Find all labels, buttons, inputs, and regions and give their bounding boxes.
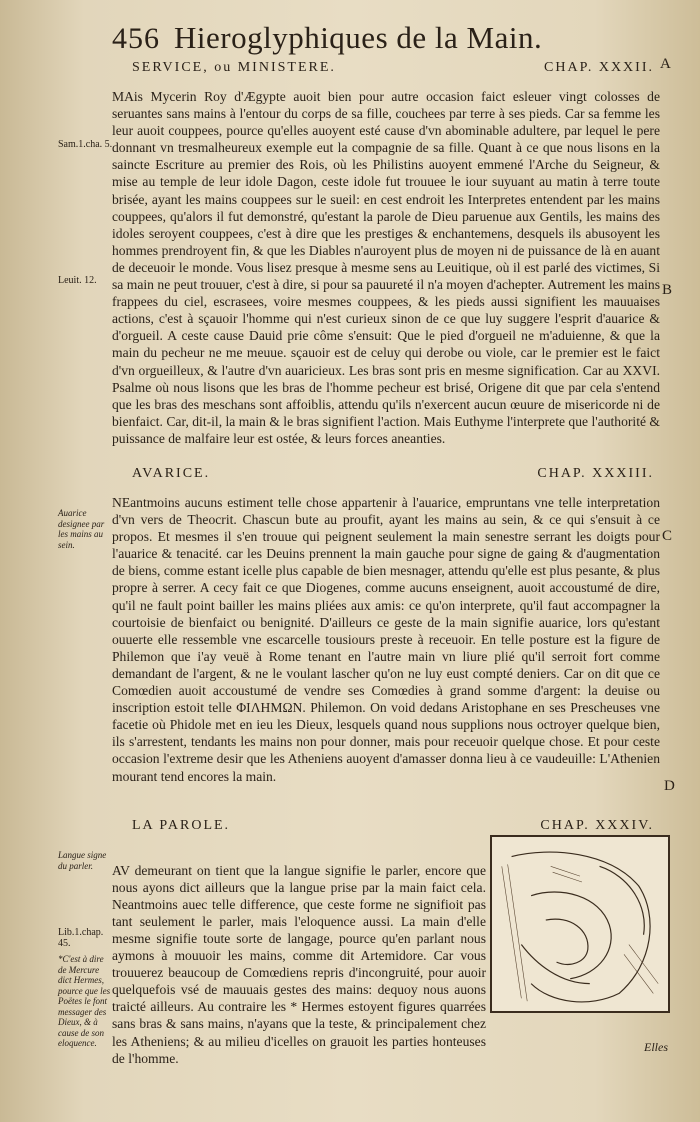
section-paragraph: NEantmoins aucuns estiment telle chose appartenir à l'auarice, empruntans vne telle interpretation d'vn vers de Theocrit. Chascun bute au proufit, ayant les mains au sein, & ce qui s'ensuit à ce propos. Et mesmes il s'en trouue qui peignent seulement la main senestre serrant les doigts pour l'auarice & tenacité. car les Deuins prennent la main gauche pour signe de gaing & d'augmentation de biens, comme estant icelle plus capable de bien mesnager, attendu qu'elle est plus pesante, & plus propre à serrer. A cecy fait ce que Diogenes, comme aucuns enseignent, auoit accoustumé de dire, qu'il ne fault point bailler les mains pliées aux amis: ce qu'on interprete, qu'il faut accompagner la courtoisie de bienfaict ou benignité. D'ailleurs ce geste de la main signifie auarice, lors qu'estant ouuerte elle ressemble vne escarcelle tousiours preste à receuoir. En telle posture est la figure de Philemon que i'ay veuë à Rome tenant en l'autre main vn liure plié qu'il serroit fort comme demandant de l'argent, & ne le voulant lascher qu'on ne luy eust compté deniers. Car on dit que ce Comœdien auoit accoustumé de vendre ses Comœdies à grand somme d'argent: la deuise ou inscription estoit telle ΦΙΛΗΜΩΝ. Philemon. On void dedans Aristophane en ses Prescheuses vne facetie où Phidole met en ieu les Dieux, lesquels quand nous supplions nous octroyer quelque bien, ils s'arrestent, tendants les mains non pour donner, mais pour receuoir quelque chose. Et pour ceste occasion l'extreme desir que les Atheniens auoyent d'amasser donna lieu à ce vaudeuille: L'Athenien mourant tend encores la main. [112,495,660,784]
catchword: Elles [644,1040,668,1054]
section-heading-avarice [112,466,672,488]
section-title: LA PAROLE. [132,818,231,833]
section-body-avarice [112,494,660,814]
margin-note-auarice: Auarice designee par les mains au sein. [58,508,105,550]
margin-letter-d: D [664,778,675,794]
section-title: AVARICE. [132,466,211,481]
margin-note-langue: Langue signe du parler. [58,850,107,871]
section-title: SERVICE, ou MINISTERE. [132,60,336,75]
woodcut-illustration [490,835,670,1013]
section-paragraph: AV demeurant on tient que la langue signifie le parler, encore que nous ayons dict ailleurs que la langue prise par la main faict cela. Neantmoins auec telle difference, que ceste forme ne signifioit pas tant seulement le parler, mais l'eloquence aussi. La main d'elle mesme signifie toute sorte de langage, pource qu'en parlant nous aymons à mouuoir les mains, comme dit Artemidore. Car vous trouuerez beaucoup de Comœdiens repris d'incongruité, pour auoir quelquefois vsé de mauuais gestes des mains: dequoy nous auons traicté ailleurs. Au contraire les * Hermes estoyent figures quarrées sans bras & sans mains, n'ayans que la teste, & principalement chez les Atheniens; & au milieu d'icelles on grauoit les parties honteuses de l'homme. [112,862,486,1066]
section-body-parole [112,848,486,1066]
section-body-service [112,88,660,458]
page-header [112,22,672,62]
margin-note-samuel: Sam.1.cha. 5. [58,139,113,150]
chapter-number: CHAP. XXXII. [544,60,654,75]
margin-letter-a: A [660,56,671,72]
chapter-number: CHAP. XXXIII. [537,466,654,481]
tongue-woodcut-icon [492,837,668,1011]
margin-note-mercure: *C'est à dire de Mercure dict Hermes, pource que les Poëtes le font messager des Dieux, & à cause de son eloquence. [58,954,111,1048]
chapter-number: CHAP. XXXIV. [540,818,654,833]
margin-letter-b: B [662,282,673,298]
section-paragraph: MAis Mycerin Roy d'Ægypte auoit bien pour autre occasion faict esleuer vingt colosses de seruantes sans mains à l'entour du corps de sa fille, couchees par terre à ses pieds. Car sa femme les leur auoit couppees, pource qu'elles auoyent esté cause d'vn abominable adultere, par lequel le pere donnant vn tresmalheureux exemple eut la compagnie de sa fille. Quant à ce que nous lisons en la saincte Escriture au premier des Rois, où les Philistins auoyent emmené l'Arche du Seigneur, & mise au temple de leur idole Dagon, ceste idole fut trouuee le iour suyuant au matin à terre toute brisée, ayant les mains couppees sur le sueil: en cest endroit les Interpretes entendent par les mains couppees, qu'alors il fut demonstré, qu'estant la parole de Dieu paruenue aux Gentils, les mains des idoles seroyent couppees, c'est à dire que les prestiges & enchantemens, desquels ils abusoyent les hommes prendroyent fin, & que les Diables n'auroyent plus de moyen ni de puissance de là en auant de deceuoir le monde. Vous lisez presque à mesme sens au Leuitique, où il est parlé des victimes, Si sa main ne peut trouuer, c'est à dire, si pour sa pauureté il n'a moyen d'achepter. Autrement les mains frappees du ciel, escrasees, voire mesmes couppees, & les pieds aussi signifient les mauuaises actions, c'est à sçauoir l'homme qui n'est curieux sinon de ce que luy suggere l'esprit d'auarice & d'orgueil. A ceste cause Dauid prie côme s'ensuit: Que le pied d'orgueil ne m'aduienne, & que la main du pecheur ne me meuue. sçauoir est de celuy qui derobe ou viole, car le premier est le faict d'vn orgueilleux, & l'autre d'vn auaricieux. Les bras sont pris en mesme signification. Car au XXVI. Psalme où nous lisons que les bras de l'homme pecheur est brisé, Origene dit que par cela s'entend que les bras des meschans sont affoiblis, attendu qu'ils n'exercent aucun œuure de misericorde ni de bienfaict. Car, dit-il, la main & le bras signifient l'action. Mais Euthyme l'interprete que l'authorité & puissance de malfaire leur est ostée, & leurs forces aneanties. [112,89,660,446]
section-heading-service [112,60,672,82]
page-number: 456 [112,22,160,55]
running-title: Hieroglyphiques de la Main. [174,20,543,55]
margin-letter-c: C [662,528,673,544]
margin-note-lib: Lib.1.chap. 45. [58,927,104,949]
margin-note-leuitique: Leuit. 12. [58,275,97,286]
